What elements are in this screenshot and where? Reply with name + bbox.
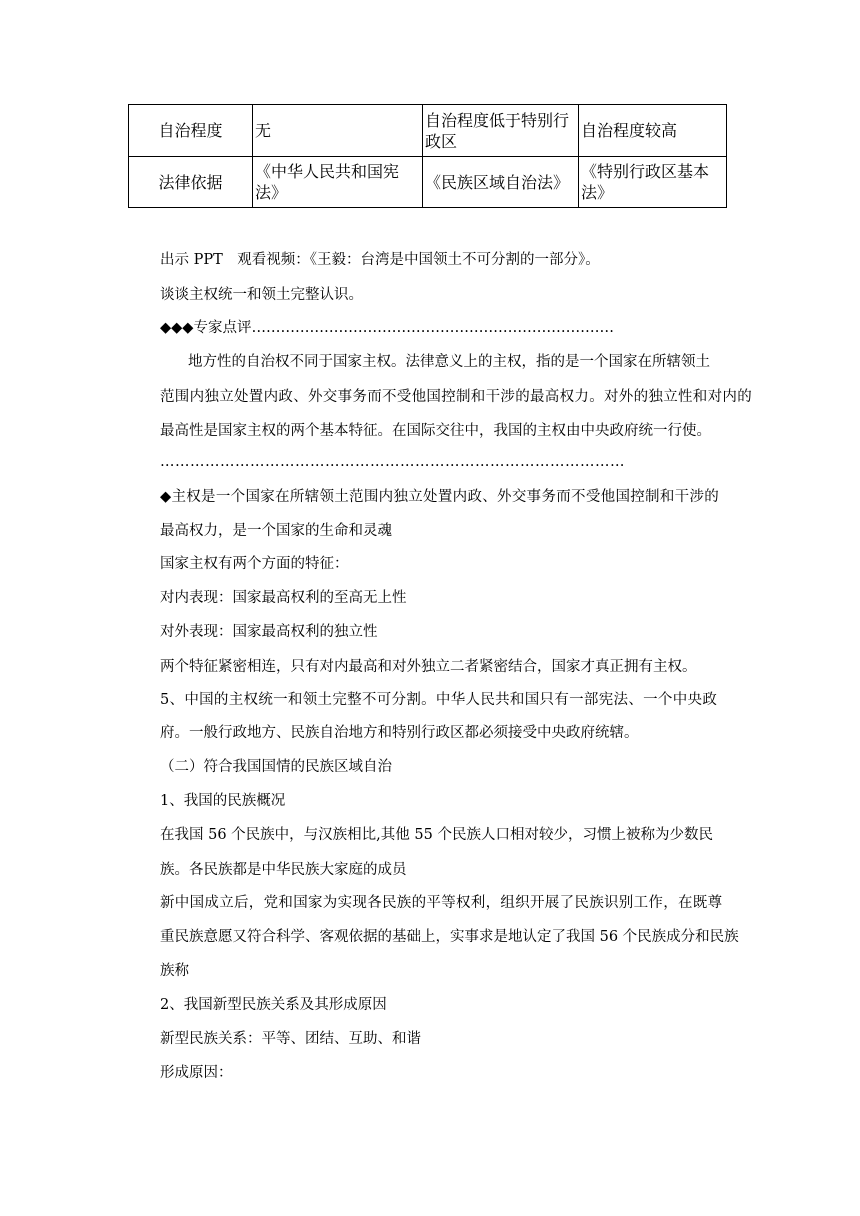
paragraph-line: 范围内独立处置内政、外交事务而不受他国控制和干涉的最高权力。对外的独立性和对内的 [160,389,752,405]
table-cell: 《中华人民共和国宪法》 [253,157,423,208]
paragraph-line: 重民族意愿又符合科学、客观依据的基础上，实事求是地认定了我国 56 个民族成分和民族 [160,929,739,945]
paragraph-line: 对内表现：国家最高权利的至高无上性 [160,590,407,606]
section-heading-expert-review: ◆◆◆专家点评………………………………………………………………… [160,320,614,336]
table-row [129,105,727,157]
paragraph-line: 族称 [160,963,189,979]
table-cell: 自治程度低于特别行政区 [423,105,579,157]
paragraph-line: 最高权力，是一个国家的生命和灵魂 [160,523,392,539]
dotted-separator: ………………………………………………………………………………… [160,454,625,470]
comparison-table [128,104,727,208]
paragraph-line: 国家主权有两个方面的特征： [160,556,349,572]
paragraph-line: 出示 PPT 观看视频：《王毅：台湾是中国领土不可分割的一部分》。 [160,252,600,268]
paragraph-line: 族。各民族都是中华民族大家庭的成员 [160,862,407,878]
paragraph-line: 两个特征紧密相连，只有对内最高和对外独立二者紧密结合，国家才真正拥有主权。 [160,659,697,675]
paragraph-line: ◆主权是一个国家在所辖领土范围内独立处置内政、外交事务而不受他国控制和干涉的 [160,489,720,505]
table-cell: 自治程度较高 [579,105,727,157]
table-cell: 自治程度 [129,105,253,157]
table-row [129,157,727,208]
paragraph-line: 新型民族关系：平等、团结、互助、和谐 [160,1031,421,1047]
paragraph-line: 5、中国的主权统一和领土完整不可分割。中华人民共和国只有一部宪法、一个中央政 [160,692,718,708]
table-cell: 无 [253,105,423,157]
paragraph-line: 府。一般行政地方、民族自治地方和特别行政区都必须接受中央政府统辖。 [160,725,639,741]
subheading: 2、我国新型民族关系及其形成原因 [160,997,387,1013]
table-cell: 《民族区域自治法》 [423,157,579,208]
paragraph-line: 对外表现：国家最高权利的独立性 [160,624,378,640]
section-heading: （二）符合我国国情的民族区域自治 [160,759,392,775]
subheading: 1、我国的民族概况 [160,793,286,809]
paragraph-line: 形成原因： [160,1065,233,1081]
table-cell: 《特别行政区基本法》 [579,157,727,208]
paragraph-line: 地方性的自治权不同于国家主权。法律意义上的主权，指的是一个国家在所辖领土 [188,354,710,370]
table-cell: 法律依据 [129,157,253,208]
paragraph-line: 在我国 56 个民族中，与汉族相比,其他 55 个民族人口相对较少，习惯上被称为少数民 [160,827,713,843]
paragraph-line: 最高性是国家主权的两个基本特征。在国际交往中，我国的主权由中央政府统一行使。 [160,423,711,439]
paragraph-line: 新中国成立后，党和国家为实现各民族的平等权利，组织开展了民族识别工作，在既尊 [160,895,723,911]
paragraph-line: 谈谈主权统一和领土完整认识。 [160,287,363,303]
